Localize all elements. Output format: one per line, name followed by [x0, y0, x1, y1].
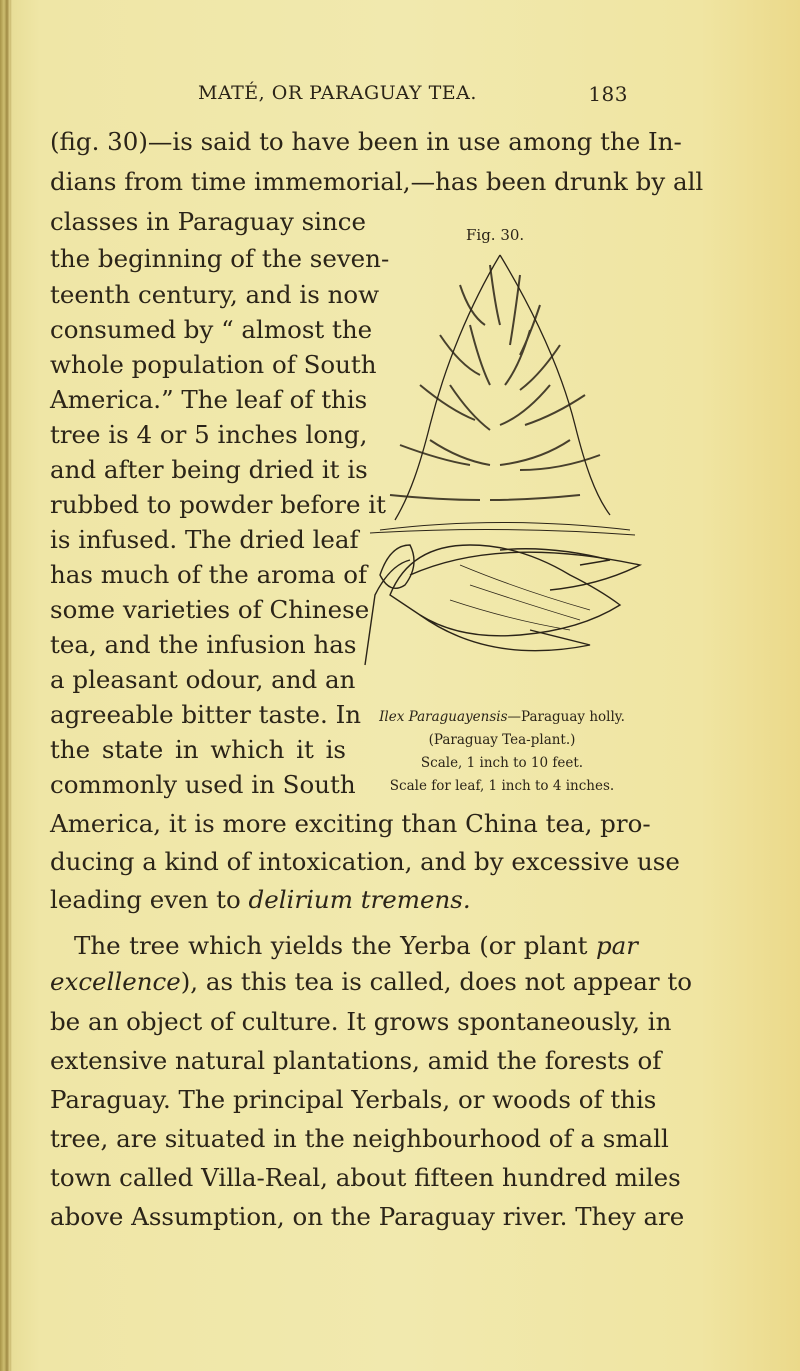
- text-line: teenth century, and is now: [50, 280, 380, 309]
- text-line: Paraguay. The principal Yerbals, or woods of this: [50, 1085, 657, 1114]
- text-line: rubbed to powder before it: [50, 490, 386, 519]
- text-line: and after being dried it is: [50, 455, 368, 484]
- latin-name: Ilex Paraguayensis: [379, 709, 508, 725]
- text-line: a pleasant odour, and an: [50, 665, 356, 694]
- caption-line: Scale for leaf, 1 inch to 4 inches.: [389, 778, 615, 794]
- common-name: —Paraguay holly.: [507, 709, 625, 725]
- text-line: be an object of culture. It grows spontaneously, in: [50, 1007, 672, 1036]
- text-line: ducing a kind of intoxication, and by excessive use: [50, 847, 680, 876]
- text-line: The tree which yields the Yerba (or plant par: [74, 931, 638, 960]
- text-line: dians from time immemorial,—has been drunk by all: [50, 167, 704, 196]
- text-line: excellence), as this tea is called, does not appear to: [50, 967, 692, 996]
- text-line: the state in which it is: [50, 735, 346, 764]
- text-line: leading even to delirium tremens.: [50, 885, 471, 914]
- text-line: whole population of South: [50, 350, 377, 379]
- figure-caption: [352, 706, 652, 798]
- text-line: has much of the aroma of: [50, 560, 368, 589]
- leaf-sprig-engraving: [365, 545, 640, 665]
- tree-and-leaf-illustration: [350, 245, 650, 675]
- text-line: the beginning of the seven-: [50, 244, 390, 273]
- text-line: America.” The leaf of this: [50, 385, 368, 414]
- text-line: above Assumption, on the Paraguay river. They are: [50, 1202, 685, 1231]
- italic-term: excellence: [50, 967, 181, 996]
- figure-label: Fig. 30.: [466, 226, 525, 244]
- text-line: commonly used in South: [50, 770, 356, 799]
- page-number: 183: [588, 82, 628, 106]
- text-line: consumed by “ almost the: [50, 315, 373, 344]
- text-line: some varieties of Chinese: [50, 595, 370, 624]
- running-head-title: MATÉ, OR PARAGUAY TEA.: [198, 82, 477, 104]
- tree-engraving: [370, 255, 635, 535]
- text-line: America, it is more exciting than China tea, pro-: [50, 809, 651, 838]
- text-line: classes in Paraguay since: [50, 207, 366, 236]
- italic-term: par: [595, 931, 638, 960]
- text-line: tree is 4 or 5 inches long,: [50, 420, 368, 449]
- text-line: tea, and the infusion has: [50, 630, 357, 659]
- caption-line: (Paraguay Tea-plant.): [428, 732, 576, 748]
- text-line: is infused. The dried leaf: [50, 525, 359, 554]
- book-gutter-edge: [0, 0, 10, 1371]
- text-line: agreeable bitter taste. In: [50, 700, 362, 729]
- text-line: tree, are situated in the neighbourhood of a small: [50, 1124, 669, 1153]
- text-line: (fig. 30)—is said to have been in use among the In-: [50, 127, 682, 156]
- text-line: town called Villa-Real, about fifteen hundred miles: [50, 1163, 681, 1192]
- caption-line: Scale, 1 inch to 10 feet.: [420, 755, 584, 771]
- text-line: extensive natural plantations, amid the forests of: [50, 1046, 662, 1075]
- italic-term: delirium tremens.: [248, 885, 471, 914]
